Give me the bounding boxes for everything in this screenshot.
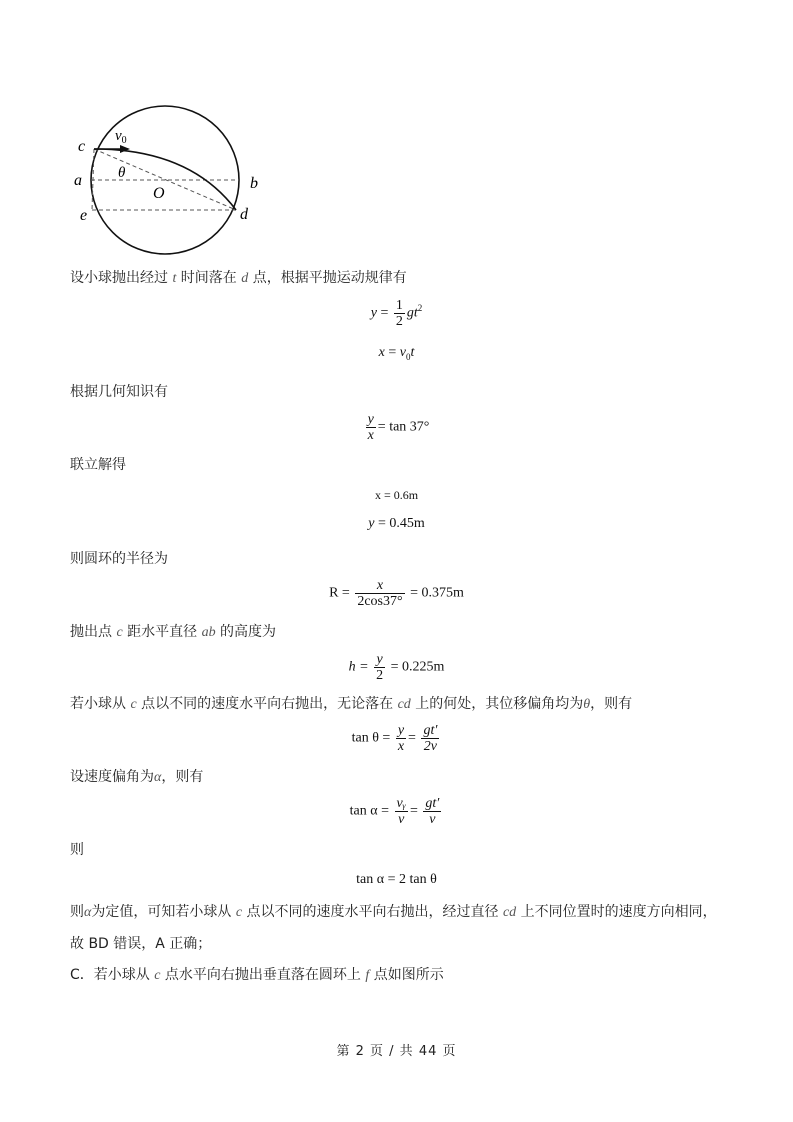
text-seg: C．若小球从	[70, 967, 155, 983]
text-seg: 设速度偏角为	[70, 769, 154, 785]
text-seg: 距水平直径	[122, 624, 202, 640]
text-line-5	[70, 622, 276, 643]
var-alpha: α	[84, 905, 92, 920]
text-seg: 抛出点	[70, 624, 117, 640]
eq9-num1: vᵧ	[396, 796, 406, 811]
eq8-num2: gt′	[423, 723, 438, 738]
eq6-lhs: R =	[329, 585, 350, 601]
equation-10: tan α = 2 tan θ	[356, 872, 437, 887]
var-c: c	[154, 968, 161, 983]
equation-2: $x = v_0t$	[378, 345, 415, 362]
equation-9: tan α = $\frac{\text{vᵧ}}{v}$ = $\frac{gt'}{v}$	[349, 796, 440, 827]
text-line-1	[70, 268, 407, 289]
label-theta: θ	[118, 165, 126, 181]
text-line-10: 故 BD 错误，A 正确；	[70, 936, 212, 952]
text-seg: 点，根据平抛运动规律有	[248, 270, 407, 286]
text-line-9	[70, 902, 717, 923]
equation-1: y = $\frac{1}{2}$ $gt^2$	[370, 298, 423, 329]
label-v-sub: 0	[121, 135, 127, 146]
text-seg: 则	[70, 904, 84, 920]
var-c: c	[116, 625, 123, 640]
eq6-num: x	[355, 578, 404, 594]
eq9-den1: v	[398, 812, 405, 827]
eq1-frac	[394, 298, 405, 329]
text-seg: 点以不同的速度水平向右抛出，经过直径	[242, 904, 503, 920]
var-d: d	[241, 271, 249, 286]
text-line-6	[70, 694, 632, 715]
text-seg: 设小球抛出经过	[70, 270, 173, 286]
eq5-lhs: y	[368, 516, 375, 531]
label-d: d	[240, 206, 248, 223]
eq3-den: x	[367, 428, 374, 443]
text-seg: 点以不同的速度水平向右抛出，无论落在	[136, 696, 398, 712]
var-alpha: α	[154, 770, 162, 785]
eq7-num: y	[374, 652, 385, 668]
eq3-frac	[366, 412, 376, 443]
circle-trajectory-figure	[60, 95, 280, 265]
eq6-rhs: = 0.375m	[410, 585, 464, 601]
var-cd: cd	[397, 697, 411, 712]
var-ab: ab	[201, 625, 216, 640]
text-seg: 若小球从	[70, 696, 131, 712]
eq7-lhs: h =	[348, 659, 369, 675]
eq8-lhs: tan θ =	[351, 730, 391, 746]
text-line-11	[70, 965, 444, 986]
eq1-den: 2	[395, 314, 403, 329]
text-line-8: 则	[70, 842, 84, 858]
eq8-num1: y	[397, 723, 405, 738]
var-cd: cd	[502, 905, 517, 920]
eq8-frac-2	[421, 723, 439, 754]
eq1-sup: 2	[417, 303, 423, 314]
eq9-lhs: tan α =	[349, 803, 390, 819]
text-seg: 为定值，可知若小球从	[91, 904, 236, 920]
eq1-rhs: gt	[406, 305, 418, 321]
text-seg: 上不同位置时的速度方向相同，	[516, 904, 717, 920]
eq2-t: t	[410, 345, 415, 360]
text-seg: ，则有	[590, 696, 633, 712]
eq3-rhs: = tan 37°	[377, 419, 430, 435]
eq9-num2: gt′	[425, 796, 440, 811]
eq9-frac-1	[395, 796, 408, 827]
equation-5	[0, 516, 793, 532]
text-seg: ，则有	[161, 769, 204, 785]
equation-6	[0, 578, 793, 609]
text-seg: 的高度为	[215, 624, 277, 640]
eq1-num: 1	[395, 298, 403, 313]
eq2-sub: 0	[405, 351, 411, 362]
label-c: c	[78, 138, 86, 155]
eq5-rhs: = 0.45m	[377, 516, 425, 531]
equation-3	[0, 412, 793, 443]
eq8-frac-1	[396, 723, 406, 754]
text-line-4: 则圆环的半径为	[70, 551, 168, 567]
text-line-3: 联立解得	[70, 457, 126, 473]
eq7-frac	[374, 652, 385, 683]
page-footer: 第 2 页 / 共 44 页	[336, 1044, 457, 1059]
equation-7	[0, 652, 793, 683]
text-seg: 时间落在	[176, 270, 242, 286]
var-t: t	[172, 271, 177, 286]
text-seg: 上的何处，其位移偏角均为	[410, 696, 584, 712]
eq2-lhs: x	[378, 345, 385, 360]
equation-8: tan θ = $\frac{y}{x}$ = $\frac{gt'}{2v}$	[351, 723, 438, 754]
eq7-den: 2	[376, 668, 384, 683]
eq8-den1: x	[397, 739, 405, 754]
eq6-frac	[355, 578, 404, 609]
label-v0	[115, 128, 127, 146]
text-seg: 点水平向右抛出垂直落在圆环上	[160, 967, 366, 983]
label-b: b	[250, 175, 258, 192]
eq9-frac-2	[423, 796, 441, 827]
text-seg: 点如图所示	[369, 967, 444, 983]
eq9-den2: v	[429, 812, 436, 827]
label-v: v	[115, 128, 122, 144]
text-line-2: 根据几何知识有	[70, 384, 168, 400]
var-c: c	[130, 697, 137, 712]
text-line-7	[70, 767, 203, 788]
eq7-rhs: = 0.225m	[390, 659, 445, 675]
label-e: e	[80, 207, 88, 224]
label-a: a	[74, 172, 82, 189]
var-theta: θ	[583, 697, 591, 712]
eq2-v: v	[399, 345, 406, 360]
var-f: f	[365, 968, 370, 983]
eq6-den: 2cos37°	[357, 594, 403, 609]
eq8-den2: 2v	[423, 739, 438, 754]
eq3-num: y	[367, 412, 374, 427]
var-c: c	[235, 905, 243, 920]
label-O: O	[153, 185, 165, 202]
equation-4: x = 0.6m	[374, 488, 419, 502]
eq1-lhs: y	[370, 305, 377, 321]
